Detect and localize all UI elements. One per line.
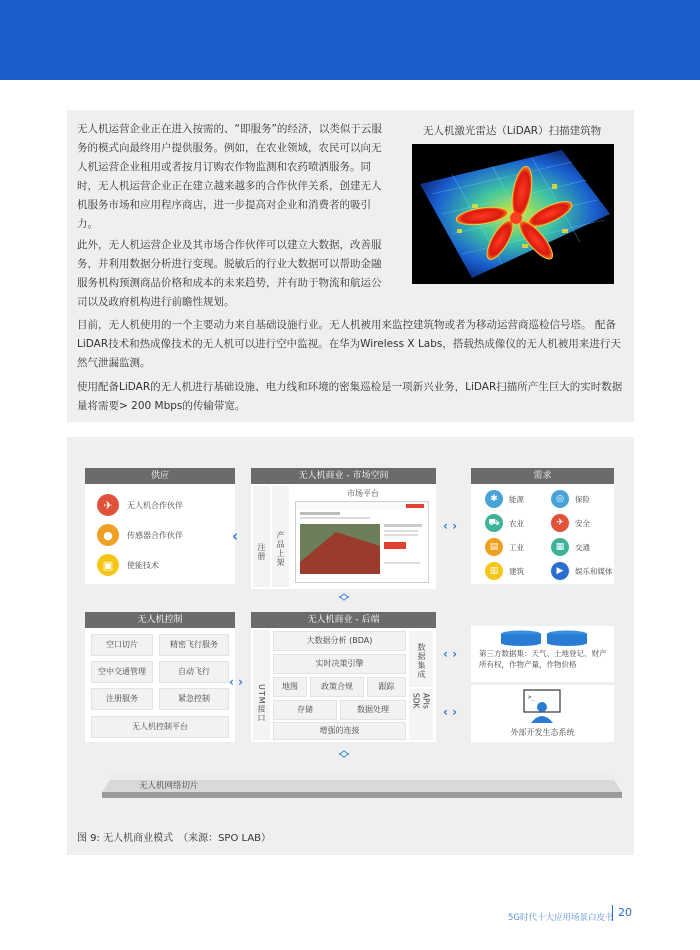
thirdparty-box bbox=[471, 626, 614, 682]
demand-item bbox=[551, 514, 590, 532]
lidar-image-title: 无人机激光雷达（LiDAR）扫描建筑物 bbox=[422, 125, 602, 137]
security-icon: ✈ bbox=[551, 514, 569, 532]
tractor-icon: ⛟ bbox=[485, 514, 503, 532]
market-title: 无人机商业 - 市场空间 bbox=[251, 468, 436, 484]
storage-cell: 存储 bbox=[273, 700, 337, 720]
supply-item-label: 无人机合作伙伴 bbox=[127, 500, 183, 510]
demand-item bbox=[485, 490, 524, 508]
platform-title: 市场平台 bbox=[347, 489, 379, 498]
control-box bbox=[85, 612, 235, 742]
platform-screenshot bbox=[295, 501, 429, 583]
media-icon: ▶ bbox=[551, 562, 569, 580]
ecosystem-box bbox=[471, 685, 614, 742]
network-slice-label: 无人机网络切片 bbox=[139, 781, 199, 791]
control-cell: 空口切片 bbox=[91, 634, 153, 656]
lidar-scan-image bbox=[412, 144, 614, 284]
demand-item bbox=[551, 538, 590, 556]
data-integration-label: 数据集成 bbox=[409, 631, 433, 687]
drone-icon: ✈ bbox=[97, 494, 119, 516]
demand-item bbox=[485, 514, 524, 532]
supply-item bbox=[97, 554, 159, 576]
demand-item-label: 建筑 bbox=[509, 566, 524, 576]
demand-item bbox=[485, 562, 524, 580]
thirdparty-text: 第三方数据集：天气、土地登记、财产所有权，作物产量，作物价格 bbox=[479, 649, 607, 669]
realtime-engine-cell: 实时决策引擎 bbox=[273, 654, 406, 674]
chevron-left-right-icon: ‹ › bbox=[229, 675, 244, 689]
apis-label: APIs bbox=[421, 693, 431, 709]
business-model-figure bbox=[67, 437, 634, 855]
intro-paragraph-1: 无人机运营企业正在进入按需的、“即服务”的经济，以类似于云服务的模式向最终用户提供服务。例如，在农业领域，农民可以向无人机运营企业租用或者按月订购农作物监测和农药喷洒服务。同时，无人机运营企业正在建立越来越多的合作伙伴关系，创建无人机服务市场和应用程序商店，进一步提高对企业和消费者的吸引力。 bbox=[77, 123, 382, 230]
supply-item-label: 传感器合作伙伴 bbox=[127, 530, 183, 540]
control-cell: 精密飞行服务 bbox=[159, 634, 229, 656]
chevron-up-down-icon: ︿ ﹀ bbox=[339, 589, 349, 608]
supply-item bbox=[97, 494, 183, 516]
footer-book-title: 5G时代十大应用场景白皮书 bbox=[508, 913, 614, 923]
demand-item bbox=[485, 538, 524, 556]
intro-paragraph-3: 目前，无人机使用的一个主要动力来自基础设施行业。无人机被用来监控建筑物或者为移动运营商巡检信号塔。 配备LiDAR技术和热成像技术的无人机可以进行空中监视。在华为Wireless X Labs，搭载热成像仪的无人机被用来进行天然气泄漏监测。 bbox=[77, 319, 621, 369]
demand-title: 需求 bbox=[471, 468, 614, 484]
control-cell: 空中交通管理 bbox=[91, 661, 153, 683]
demand-box bbox=[471, 468, 614, 584]
control-title: 无人机控制 bbox=[85, 612, 235, 628]
chevron-left-icon: ‹ bbox=[232, 527, 239, 545]
market-box bbox=[251, 468, 436, 589]
page-number: 20 bbox=[612, 905, 632, 921]
connectivity-cell: 增强的连接 bbox=[273, 722, 406, 740]
chip-icon: ▣ bbox=[97, 554, 119, 576]
tracking-cell: 跟踪 bbox=[367, 677, 406, 697]
demand-item bbox=[551, 490, 590, 508]
ecosystem-label: 外部开发生态系统 bbox=[510, 728, 575, 737]
demand-item-label: 安全 bbox=[575, 518, 590, 528]
utm-interface-label: UTM接口 bbox=[253, 630, 270, 740]
demand-item-label: 娱乐和媒体 bbox=[575, 566, 613, 576]
supply-item-label: 使能技术 bbox=[127, 560, 159, 570]
supply-title: 供应 bbox=[85, 468, 235, 484]
product-listing-label: 产品上架 bbox=[272, 486, 289, 587]
backend-title: 无人机商业 - 后端 bbox=[251, 612, 436, 628]
demand-item-label: 能源 bbox=[509, 494, 524, 504]
register-label: 注册 bbox=[253, 486, 270, 587]
chevron-left-right-icon: ‹ › bbox=[443, 705, 458, 719]
bigdata-cell: 大数据分析 (BDA) bbox=[273, 631, 406, 651]
intro-panel bbox=[67, 110, 634, 422]
building-icon: ▥ bbox=[485, 562, 503, 580]
compliance-cell: 政策合规 bbox=[310, 677, 364, 697]
intro-paragraph-4: 使用配备LiDAR的无人机进行基础设施、电力线和环境的密集巡检是一项新兴业务，LiDAR扫描所产生巨大的实时数据量将需要> 200 Mbps的传输带宽。 bbox=[77, 381, 623, 412]
factory-icon: ▤ bbox=[485, 538, 503, 556]
chevron-left-right-icon: ‹ › bbox=[443, 647, 458, 661]
processing-cell: 数据处理 bbox=[340, 700, 406, 720]
top-banner bbox=[0, 0, 700, 80]
figure-caption: 图 9: 无人机商业模式 （来源：SPO LAB） bbox=[77, 833, 272, 844]
sensor-icon: ● bbox=[97, 524, 119, 546]
control-cell: 注册服务 bbox=[91, 688, 153, 710]
insurance-icon: ◎ bbox=[551, 490, 569, 508]
supply-item bbox=[97, 524, 183, 546]
backend-box bbox=[251, 612, 436, 742]
bus-icon: ▦ bbox=[551, 538, 569, 556]
apis-sdk-group bbox=[409, 689, 433, 740]
demand-item-label: 农业 bbox=[509, 518, 524, 528]
map-cell: 地图 bbox=[273, 677, 307, 697]
demand-item bbox=[551, 562, 613, 580]
database-icon bbox=[499, 630, 589, 646]
demand-item-label: 交通 bbox=[575, 542, 590, 552]
chevron-left-right-icon: ‹ › bbox=[443, 519, 458, 533]
wind-icon: ✱ bbox=[485, 490, 503, 508]
demand-item-label: 保险 bbox=[575, 494, 590, 504]
supply-box bbox=[85, 468, 235, 584]
demand-item-label: 工业 bbox=[509, 542, 524, 552]
sdk-label: SDK bbox=[411, 693, 421, 709]
control-platform: 无人机控制平台 bbox=[91, 716, 229, 738]
control-cell: 紧急控制 bbox=[159, 688, 229, 710]
intro-paragraph-2: 此外，无人机运营企业及其市场合作伙伴可以建立大数据，改善服务，并利用数据分析进行变现。脱敏后的行业大数据可以帮助金融服务机构预测商品价格和成本的未来趋势，并有助于物流和航运公司以及政府机构进行前瞻性规划。 bbox=[77, 239, 382, 308]
svg-text:>_: >_ bbox=[528, 694, 536, 701]
control-cell: 自动飞行 bbox=[159, 661, 229, 683]
chevron-up-down-icon: ︿ ﹀ bbox=[339, 746, 349, 765]
developer-icon bbox=[523, 689, 561, 723]
